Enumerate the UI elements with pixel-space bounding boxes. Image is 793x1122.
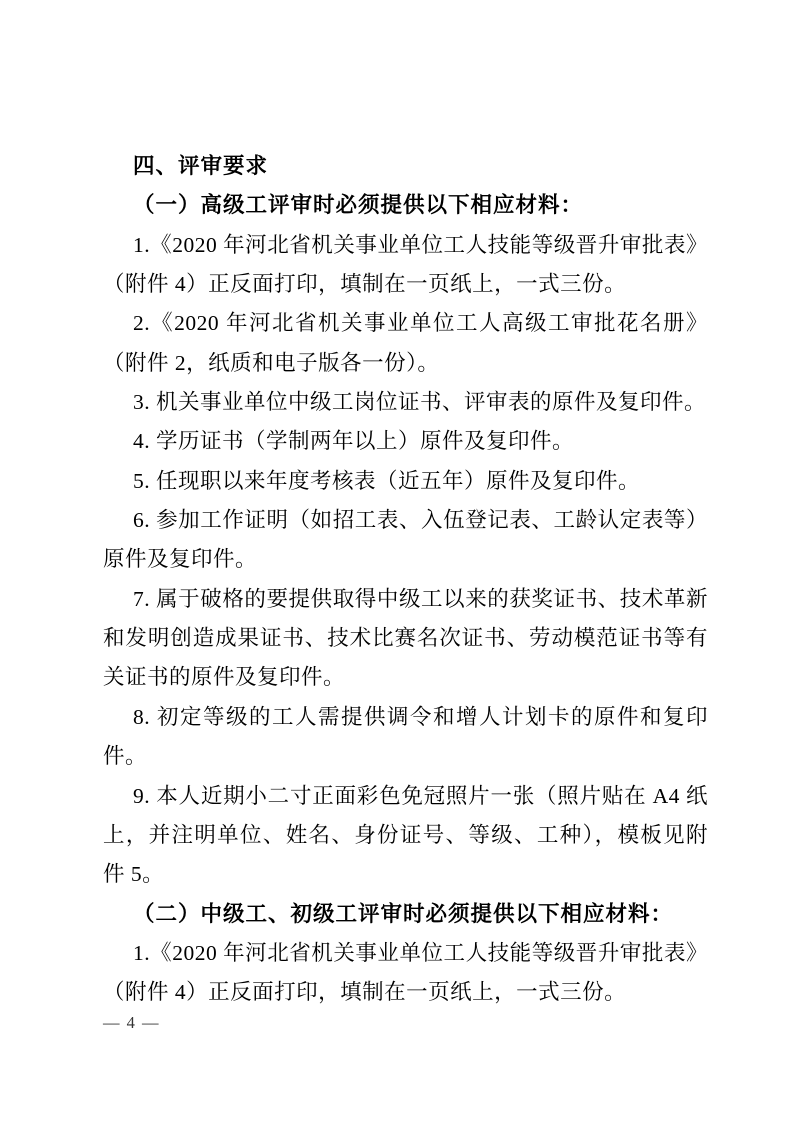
subsection-1-item-4: 4. 学历证书（学制两年以上）原件及复印件。 [133,429,575,454]
subsection-1-item-3: 3. 机关事业单位中级工岗位证书、评审表的原件及复印件。 [133,390,707,415]
subsection-1-item-7: 7. 属于破格的要提供取得中级工以来的获奖证书、技术革新和发明创造成果证书、技术比赛名次证书、劳动模范证书等有关证书的原件及复印件。 [103,586,708,690]
subsection-1-item-5: 5. 任现职以来年度考核表（近五年）原件及复印件。 [133,468,641,493]
page-footer [103,1013,160,1033]
page-number: — 4 — [103,1013,160,1032]
subsection-1-item-2: 2.《2020 年河北省机关事业单位工人高级工审批花名册》（附件 2，纸质和电子版各一份）。 [103,311,708,375]
subsection-1-item-6: 6. 参加工作证明（如招工表、入伍登记表、工龄认定表等）原件及复印件。 [103,508,708,572]
subsection-1-item-8: 8. 初定等级的工人需提供调令和增人计划卡的原件和复印件。 [103,704,708,769]
section-heading: 四、评审要求 [133,154,269,178]
subsection-2-heading: （二）中级工、初级工评审时必须提供以下相应材料： [133,901,674,926]
subsection-1-heading: （一）高级工评审时必须提供以下相应材料： [133,193,584,218]
subsection-1-item-1: 1.《2020 年河北省机关事业单位工人技能等级晋升审批表》（附件 4）正反面打印，填制在一页纸上，一式三份。 [103,232,708,297]
document-body [103,147,708,1013]
subsection-1-item-9: 9. 本人近期小二寸正面彩色免冠照片一张（照片贴在 A4 纸上，并注明单位、姓名、身份证号、等级、工种），模板见附件 5。 [103,783,708,887]
subsection-2-item-1: 1.《2020 年河北省机关事业单位工人技能等级晋升审批表》（附件 4）正反面打印，填制在一页纸上，一式三份。 [103,940,708,1005]
